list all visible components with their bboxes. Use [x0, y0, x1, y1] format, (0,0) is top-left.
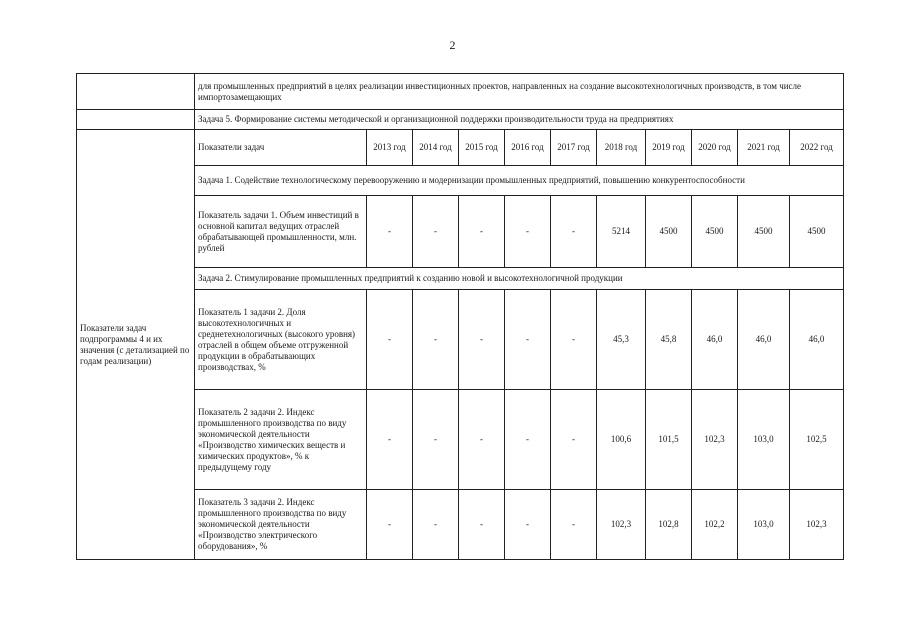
header-year: 2018 год — [597, 130, 646, 166]
task2-title: Задача 2. Стимулирование промышленных предприятий к созданию новой и высокотехнологичной продукции — [195, 268, 844, 290]
value-cell: 45,3 — [597, 290, 646, 390]
header-year: 2013 год — [367, 130, 413, 166]
value-cell: - — [459, 490, 505, 560]
value-cell: - — [367, 196, 413, 268]
task5-row — [77, 110, 844, 130]
value-cell: 4500 — [738, 196, 790, 268]
page-number: 2 — [449, 38, 456, 52]
value-cell: 102,3 — [597, 490, 646, 560]
value-cell: 46,0 — [790, 290, 844, 390]
value-cell: 102,8 — [646, 490, 692, 560]
value-cell: - — [551, 490, 597, 560]
value-cell: 45,8 — [646, 290, 692, 390]
value-cell: 100,6 — [597, 390, 646, 490]
value-cell: - — [505, 390, 551, 490]
value-cell: - — [413, 196, 459, 268]
value-cell: - — [459, 390, 505, 490]
value-cell: 4500 — [646, 196, 692, 268]
header-year: 2022 год — [790, 130, 844, 166]
value-cell: - — [367, 490, 413, 560]
header-year: 2016 год — [505, 130, 551, 166]
header-year: 2017 год — [551, 130, 597, 166]
intro-text: для промышленных предприятий в целях реализации инвестиционных проектов, направленных на создание высокотехнологичных производств, в том числе импортозамещающих — [195, 74, 844, 110]
header-indicator: Показатели задач — [195, 130, 367, 166]
header-year: 2015 год — [459, 130, 505, 166]
left-label: Показатели задач подпрограммы 4 и их значения (с детализацией по годам реализации) — [77, 130, 195, 560]
value-cell: 4500 — [790, 196, 844, 268]
value-cell: - — [551, 196, 597, 268]
value-cell: - — [505, 490, 551, 560]
indicator-label: Показатель 3 задачи 2. Индекс промышленного производства по виду экономической деятельности «Производство электрического оборудования», % — [195, 490, 367, 560]
value-cell: 101,5 — [646, 390, 692, 490]
value-cell: 102,3 — [692, 390, 738, 490]
indicators-table — [76, 73, 844, 560]
value-cell: - — [551, 390, 597, 490]
value-cell: 46,0 — [692, 290, 738, 390]
indicator-label: Показатель 2 задачи 2. Индекс промышленного производства по виду экономической деятельности «Производство химических веществ и химических продуктов», % к предыдущему году — [195, 390, 367, 490]
task1-title: Задача 1. Содействие технологическому перевооружению и модернизации промышленных предприятий, повышению конкурентоспособности — [195, 166, 844, 196]
value-cell: - — [413, 290, 459, 390]
value-cell: 103,0 — [738, 390, 790, 490]
task5-title: Задача 5. Формирование системы методической и организационной поддержки производительности труда на предприятиях — [195, 110, 844, 130]
value-cell: - — [551, 290, 597, 390]
value-cell: 102,2 — [692, 490, 738, 560]
value-cell: 4500 — [692, 196, 738, 268]
indicator-label: Показатель задачи 1. Объем инвестиций в основной капитал ведущих отраслей обрабатывающей промышленности, млн. рублей — [195, 196, 367, 268]
value-cell: - — [367, 290, 413, 390]
intro-row — [77, 74, 844, 110]
value-cell: - — [413, 490, 459, 560]
header-year: 2019 год — [646, 130, 692, 166]
header-year: 2021 год — [738, 130, 790, 166]
header-row — [77, 130, 844, 166]
value-cell: 102,5 — [790, 390, 844, 490]
empty-left-cell — [77, 74, 195, 110]
value-cell: 5214 — [597, 196, 646, 268]
value-cell: 102,3 — [790, 490, 844, 560]
value-cell: - — [459, 196, 505, 268]
value-cell: - — [367, 390, 413, 490]
value-cell: - — [459, 290, 505, 390]
value-cell: - — [505, 196, 551, 268]
value-cell: 46,0 — [738, 290, 790, 390]
value-cell: - — [505, 290, 551, 390]
indicator-label: Показатель 1 задачи 2. Доля высокотехнологичных и среднетехнологичных (высокого уровня) отраслей в общем объеме отгруженной продукции в обрабатывающих производствах, % — [195, 290, 367, 390]
header-year: 2020 год — [692, 130, 738, 166]
value-cell: 103,0 — [738, 490, 790, 560]
header-year: 2014 год — [413, 130, 459, 166]
empty-left-cell — [77, 110, 195, 130]
value-cell: - — [413, 390, 459, 490]
